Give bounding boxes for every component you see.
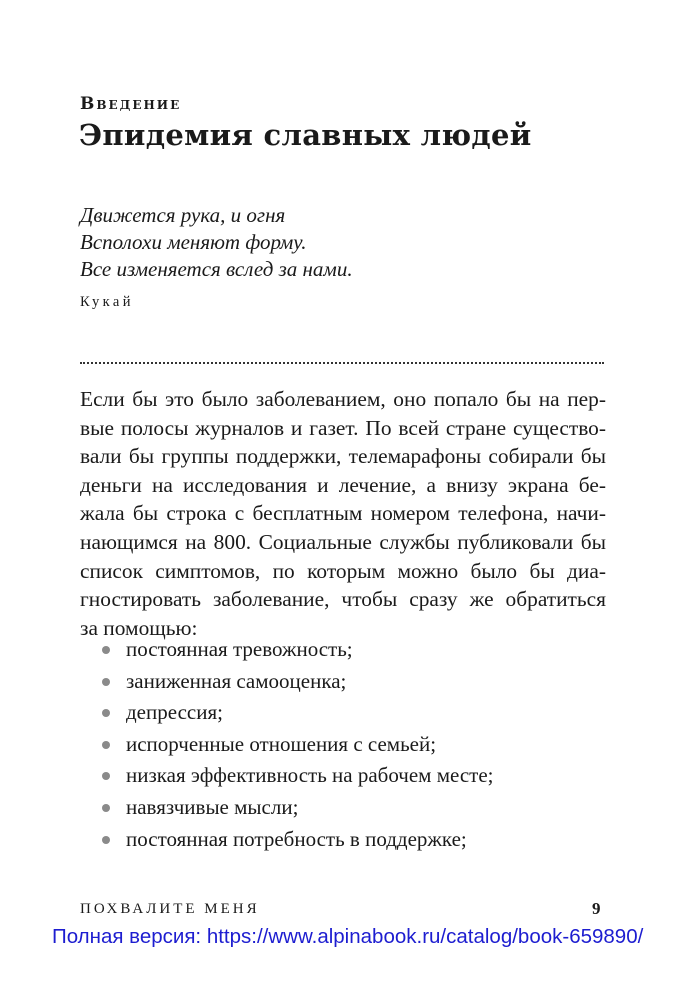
epigraph-line: Все изменяется вслед за нами. (80, 257, 353, 281)
epigraph-line: Всполохи меняют форму. (80, 230, 307, 254)
full-version-link[interactable]: Полная версия: https://www.alpinabook.ru/catalog/book-659890/ (52, 925, 644, 948)
list-item-text: депрессия; (126, 700, 223, 725)
running-title: ПОХВАЛИТЕ МЕНЯ (80, 901, 260, 917)
body-line: вали бы группы поддержки, телемарафоны собирали бы (80, 444, 606, 469)
body-line: Если бы это было заболеванием, оно попало бы на пер- (80, 387, 606, 411)
list-item-text: испорченные отношения с семьей; (126, 731, 437, 756)
list-item (100, 760, 494, 792)
body-line: деньги на исследования и лечение, а внизу экрана бе- (80, 472, 606, 497)
symptom-list (100, 634, 494, 855)
list-item (100, 697, 494, 729)
epigraph-line: Движется рука, и огня (80, 203, 286, 227)
body-line: жала бы строка с бесплатным номером телефона, начи- (80, 501, 606, 526)
list-item-text: постоянная потребность в поддержке; (126, 826, 467, 851)
list-item-text: навязчивые мысли; (126, 794, 299, 819)
list-item (100, 824, 494, 856)
body-line: за помощью: (80, 615, 198, 640)
body-line: гностировать заболевание, чтобы сразу же обратиться (80, 587, 606, 612)
list-item-text: заниженная самооценка; (126, 668, 347, 693)
list-item (100, 666, 494, 698)
dotted-divider (80, 362, 604, 364)
body-line: вые полосы журналов и газет. По всей стране существо- (80, 415, 606, 440)
page-number: 9 (592, 899, 601, 918)
epigraph-author: Кукай (80, 294, 134, 310)
bullet-icon (102, 804, 110, 812)
bullet-icon (102, 772, 110, 780)
bullet-icon (102, 836, 110, 844)
list-item (100, 792, 494, 824)
list-item-text: низкая эффективность на рабочем месте; (126, 763, 494, 788)
body-paragraph (80, 385, 606, 642)
list-item (100, 729, 494, 761)
chapter-overline: Введение (80, 94, 182, 114)
body-line: список симптомов, по которым можно было бы диа- (80, 558, 606, 583)
list-item-text: постоянная тревожность; (126, 637, 353, 661)
bullet-icon (102, 709, 110, 717)
list-item (100, 634, 494, 666)
epigraph (80, 202, 353, 283)
bullet-icon (102, 646, 110, 654)
body-line: нающимся на 800. Социальные службы публиковали бы (80, 529, 606, 554)
bullet-icon (102, 678, 110, 686)
bullet-icon (102, 741, 110, 749)
chapter-title: Эпидемия славных людей (79, 118, 532, 152)
